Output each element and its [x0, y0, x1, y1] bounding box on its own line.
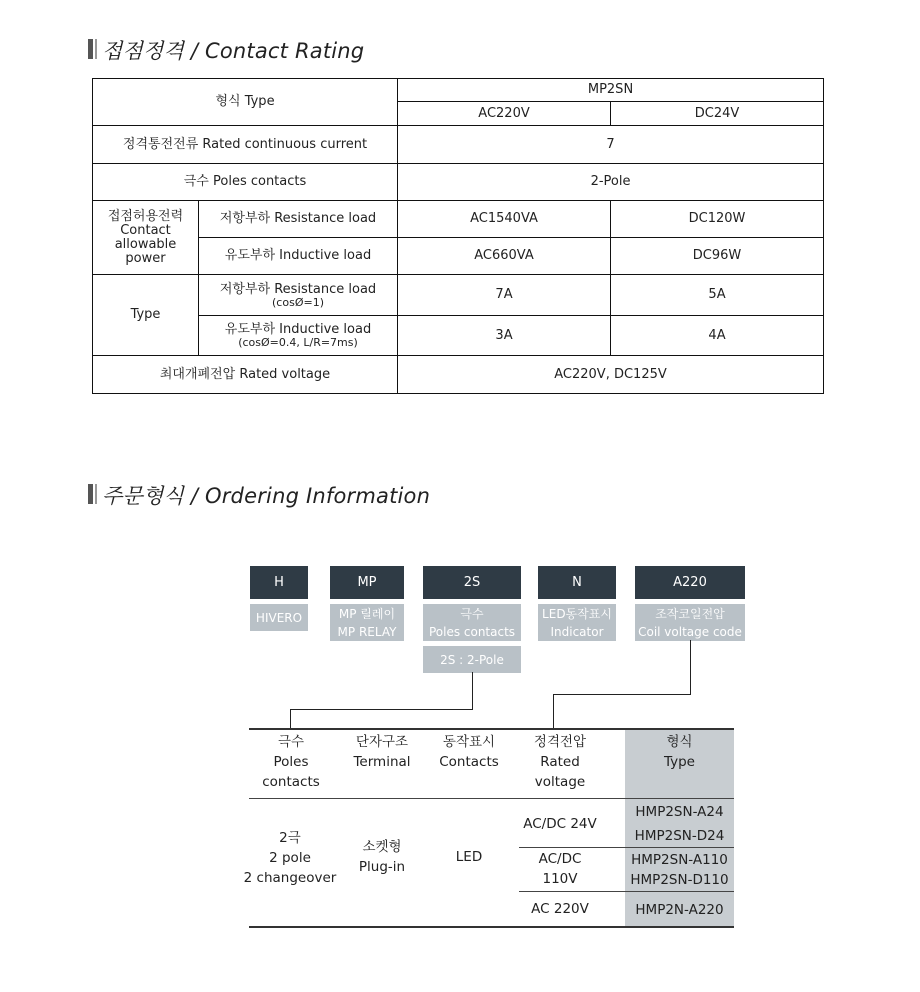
ordering-title — [88, 480, 430, 510]
header-voltage-line: voltage — [534, 774, 586, 790]
type-res-label: 저항부하 Resistance load — [219, 281, 377, 297]
allow-ind-ac: AC660VA — [398, 238, 611, 275]
row-poles-line: 2 changeover — [243, 870, 337, 886]
rated-current-value: 7 — [398, 126, 824, 164]
allow-ind-label: 유도부하 Inductive load — [199, 238, 398, 275]
type-ind-cond: (cosØ=0.4, L/R=7ms) — [238, 336, 358, 349]
type-group: Type — [93, 275, 199, 356]
header-voltage — [519, 732, 601, 792]
contact-rating-title-en: / Contact Rating — [190, 39, 365, 63]
code-box-n: N — [538, 566, 616, 599]
rated-current-label: 정격통전전류 Rated continuous current — [93, 126, 398, 164]
type-ind-dc: 4A — [611, 316, 824, 356]
row-rule — [519, 891, 734, 892]
code-desc-a220 — [635, 604, 745, 641]
code-box-2s: 2S — [423, 566, 521, 599]
row-poles-line: 2극 — [279, 830, 301, 846]
ac-column-header: AC220V — [398, 102, 611, 126]
header-poles — [249, 732, 333, 792]
code-desc-n-line1: LED동작표시 — [542, 607, 612, 621]
header-voltage-line: Rated — [540, 754, 580, 770]
type-res-cond: (cosØ=1) — [272, 295, 324, 309]
row-terminal-line: Plug-in — [358, 859, 406, 875]
code-box-a220: A220 — [635, 566, 745, 599]
type-res-dc: 5A — [611, 275, 824, 316]
row-contacts: LED — [455, 849, 483, 865]
header-terminal-line: 단자구조 — [355, 734, 409, 750]
header-poles-line: 극수 — [277, 734, 305, 750]
type-ind-cell — [199, 316, 398, 356]
voltage-110v-line: 110V — [542, 871, 578, 887]
allow-ind-dc: DC96W — [611, 238, 824, 275]
type-res-ac: 7A — [398, 275, 611, 316]
type-ind-ac: 3A — [398, 316, 611, 356]
title-bar-icon — [88, 39, 93, 59]
code-desc-2s — [423, 604, 521, 641]
allowable-power-group: 접점허용전력 Contact allowable power — [93, 201, 199, 275]
type-header: 형식 Type — [93, 79, 398, 126]
model-header: MP2SN — [398, 79, 824, 102]
pole-option-box — [423, 646, 521, 673]
voltage-110v — [519, 849, 601, 889]
code-desc-2s-line2: Poles contacts — [428, 625, 516, 639]
connector-line — [472, 672, 473, 710]
title-bar-icon — [88, 484, 93, 504]
pole-option-text: 2S : 2-Pole — [440, 653, 504, 667]
poles-label: 극수 Poles contacts — [93, 164, 398, 201]
type-d24: HMP2SN-D24 — [634, 828, 725, 844]
ordering-table — [243, 728, 734, 930]
max-voltage-label: 최대개폐전압 Rated voltage — [93, 356, 398, 394]
dc-column-header: DC24V — [611, 102, 824, 126]
allow-res-dc: DC120W — [611, 201, 824, 238]
voltage-110v-line: AC/DC — [538, 851, 582, 867]
code-box-mp: MP — [330, 566, 404, 599]
title-bar-accent — [95, 484, 97, 504]
type-ind-label: 유도부하 Inductive load — [224, 322, 372, 337]
connector-line — [290, 709, 473, 710]
code-desc-2s-line1: 극수 — [460, 607, 484, 621]
table-top-rule — [249, 728, 734, 730]
row-terminal-line: 소켓형 — [362, 839, 402, 855]
code-desc-h — [250, 604, 308, 631]
max-voltage-value: AC220V, DC125V — [398, 356, 824, 394]
header-voltage-line: 정격전압 — [533, 734, 587, 750]
header-contacts-line: 동작표시 — [442, 734, 496, 750]
code-desc-n-line2: Indicator — [550, 625, 604, 639]
header-contacts — [429, 732, 509, 772]
header-contacts-line: Contacts — [439, 754, 499, 770]
contact-rating-title — [88, 35, 364, 65]
type-a220: HMP2N-A220 — [635, 902, 724, 918]
voltage-220v: AC 220V — [531, 901, 589, 917]
header-poles-line: Poles — [273, 754, 309, 770]
connector-line — [690, 640, 691, 695]
row-poles — [235, 828, 345, 888]
voltage-24v: AC/DC 24V — [523, 816, 597, 832]
code-desc-mp-line1: MP 릴레이 — [338, 607, 396, 621]
header-type-line: Type — [663, 754, 695, 770]
row-rule — [519, 847, 734, 848]
code-desc-mp-line2: MP RELAY — [337, 625, 397, 639]
ordering-title-ko: 주문형식 — [102, 484, 184, 508]
type-a110: HMP2SN-A110 — [631, 852, 728, 868]
code-desc-a220-line2: Coil voltage code — [638, 625, 742, 639]
row-poles-line: 2 pole — [269, 850, 311, 866]
header-terminal-line: Terminal — [353, 754, 411, 770]
connector-line — [553, 694, 554, 730]
code-desc-n — [538, 604, 616, 641]
header-type-line: 형식 — [666, 734, 693, 750]
header-terminal — [339, 732, 425, 772]
connector-line — [290, 709, 291, 730]
connector-line — [553, 694, 691, 695]
row-terminal — [339, 837, 425, 877]
code-desc-h-line1: HIVERO — [255, 611, 303, 625]
title-bar-accent — [95, 39, 97, 59]
code-desc-mp — [330, 604, 404, 641]
poles-value: 2-Pole — [398, 164, 824, 201]
header-type — [625, 732, 734, 772]
type-a24: HMP2SN-A24 — [635, 804, 724, 820]
type-d110: HMP2SN-D110 — [630, 872, 729, 888]
contact-rating-table — [92, 78, 824, 394]
type-res-cell — [199, 275, 398, 316]
code-desc-a220-line1: 조작코일전압 — [655, 607, 725, 621]
ordering-title-en: / Ordering Information — [190, 484, 431, 508]
code-box-h: H — [250, 566, 308, 599]
allow-res-ac: AC1540VA — [398, 201, 611, 238]
table-bottom-rule — [249, 926, 734, 928]
allow-res-label: 저항부하 Resistance load — [199, 201, 398, 238]
contact-rating-title-ko: 접점정격 — [102, 39, 184, 63]
header-rule — [249, 798, 734, 799]
header-poles-line: contacts — [262, 774, 320, 790]
